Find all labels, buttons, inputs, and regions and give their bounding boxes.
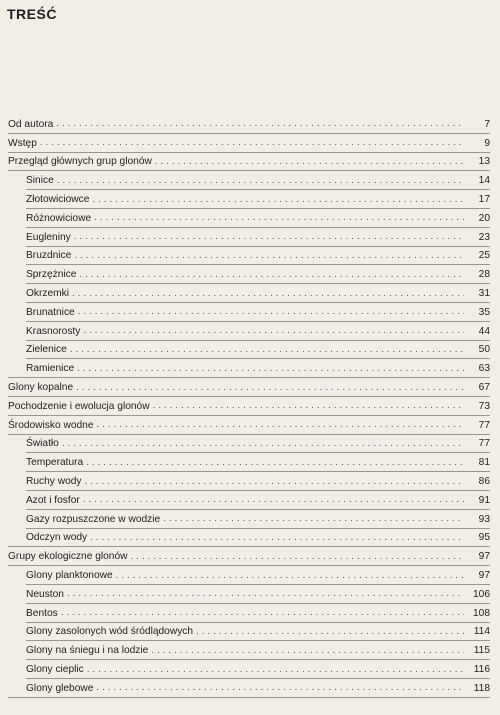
toc-entry-page: 23 [478, 231, 490, 243]
toc-entry-label: Glony kopalne [8, 382, 74, 394]
toc-entry-label: Wstęp [8, 137, 37, 149]
dot-leader [67, 588, 464, 600]
toc-entry [0, 660, 500, 679]
toc-entry-label: Ruchy wody [26, 476, 82, 488]
toc-entry-label: Brunatnice [26, 306, 75, 318]
toc-entry [0, 416, 500, 435]
toc-entry-page: 73 [478, 400, 490, 412]
dot-leader [83, 494, 464, 506]
toc-entry [0, 171, 500, 190]
toc-entry-page: 63 [478, 363, 490, 375]
dot-leader [90, 532, 464, 544]
toc-entry-label: Neuston [26, 588, 64, 600]
dot-leader [56, 118, 464, 130]
toc-entry-page: 114 [473, 626, 490, 638]
dot-leader [86, 457, 464, 469]
toc-entry-label: Sprzężnice [26, 269, 77, 281]
toc-entry-label: Grupy ekologiczne glonów [8, 551, 128, 563]
toc-entry-label: Glony planktonowe [26, 570, 113, 582]
dot-leader [131, 551, 465, 563]
toc-entry-page: 13 [478, 156, 490, 168]
toc-entry-page: 14 [478, 175, 490, 187]
toc-entry [0, 153, 500, 172]
toc-entry-label: Temperatura [26, 457, 84, 469]
dot-leader [153, 400, 464, 412]
toc-entry [0, 604, 500, 623]
toc-entry [0, 566, 500, 585]
toc-entry [0, 134, 500, 153]
toc-entry-page: 25 [478, 250, 490, 262]
toc-entry-label: Glony cieplic [26, 664, 84, 675]
toc-entry-page: 20 [478, 212, 490, 224]
dot-leader [40, 137, 464, 149]
toc-entry-label: Eugleniny [26, 231, 71, 243]
toc-entry-label: Od autora [8, 118, 54, 130]
row-divider [8, 697, 490, 698]
dot-leader [76, 382, 464, 394]
toc-entry-page: 106 [473, 588, 490, 600]
toc-entry-page: 108 [473, 607, 490, 619]
dot-leader [155, 156, 464, 168]
toc-entry [0, 322, 500, 341]
toc-entry-label: Przegląd głównych grup glonów [8, 156, 152, 168]
toc-entry-page: 118 [473, 682, 490, 694]
toc-entry [0, 265, 500, 284]
toc-entry [0, 529, 500, 548]
toc-entry-label: Pochodzenie i ewolucja glonów [8, 400, 150, 412]
toc-entry [0, 435, 500, 454]
dot-leader [74, 231, 464, 243]
toc-entry [0, 623, 500, 642]
toc-entry [0, 641, 500, 660]
toc-entry-label: Bentos [26, 607, 58, 619]
toc-entry [0, 341, 500, 360]
toc-entry-label: Bruzdnice [26, 250, 72, 262]
dot-leader [97, 419, 464, 431]
toc-entry [0, 228, 500, 247]
toc-entry-label: Różnowiciowe [26, 212, 92, 224]
dot-leader [151, 645, 464, 657]
toc-entry-page: 67 [478, 382, 490, 394]
toc-entry [0, 115, 500, 134]
toc-entry-page: 77 [478, 419, 490, 431]
toc-entry-label: Glony zasolonych wód śródlądowych [26, 626, 194, 638]
toc-entry-page: 17 [478, 194, 490, 206]
dot-leader [70, 344, 464, 356]
toc-entry [0, 547, 500, 566]
toc-entry-page: 115 [473, 645, 490, 657]
dot-leader [87, 664, 464, 676]
toc-entry [0, 397, 500, 416]
toc-entry-page: 9 [484, 137, 490, 149]
dot-leader [57, 175, 464, 187]
dot-leader [77, 363, 464, 375]
toc-entry-label: Światło [26, 438, 59, 450]
toc-entry [0, 510, 500, 529]
toc-entry [0, 491, 500, 510]
dot-leader [61, 607, 464, 619]
toc-entry [0, 472, 500, 491]
toc-entry [0, 585, 500, 604]
dot-leader [74, 250, 464, 262]
toc-entry [0, 284, 500, 303]
toc-entry-page: 91 [478, 494, 490, 506]
toc-entry-page: 97 [478, 551, 490, 563]
toc-entry-page: 81 [478, 457, 490, 469]
toc-entry-label: Glony glebowe [26, 682, 94, 694]
toc-entry-page: 50 [478, 344, 490, 356]
toc-entry [0, 303, 500, 322]
toc-entry-label: Krasnorosty [26, 325, 81, 337]
dot-leader [163, 513, 464, 525]
toc-entry-label: Środowisko wodne [8, 419, 94, 431]
dot-leader [196, 626, 464, 638]
toc-entry-label: Azot i fosfor [26, 494, 80, 506]
dot-leader [62, 438, 464, 450]
toc-entry-label: Ramienice [26, 363, 75, 375]
toc-entry [0, 679, 500, 698]
toc-entry-page: 77 [478, 438, 490, 450]
toc-entry [0, 453, 500, 472]
dot-leader [78, 306, 464, 318]
toc-entry-page: 44 [478, 325, 490, 337]
toc-entry-page: 86 [478, 476, 490, 488]
toc-entry-page: 7 [484, 118, 490, 130]
table-of-contents [0, 115, 500, 698]
toc-entry-page: 35 [478, 306, 490, 318]
dot-leader [85, 476, 465, 488]
toc-entry-page: 95 [478, 532, 490, 544]
dot-leader [79, 269, 464, 281]
dot-leader [96, 682, 464, 694]
dot-leader [116, 570, 464, 582]
toc-entry-label: Sinice [26, 175, 54, 187]
toc-entry-page: 31 [478, 288, 490, 300]
toc-entry-label: Okrzemki [26, 288, 70, 300]
dot-leader [83, 325, 464, 337]
toc-entry-label: Gazy rozpuszczone w wodzie [26, 513, 161, 525]
toc-entry-page: 97 [478, 570, 490, 582]
toc-entry-label: Odczyn wody [26, 532, 88, 544]
toc-entry [0, 359, 500, 378]
dot-leader [92, 194, 464, 206]
toc-entry [0, 378, 500, 397]
toc-entry-page: 93 [478, 513, 490, 525]
toc-entry [0, 209, 500, 228]
dot-leader [94, 212, 464, 224]
toc-entry-label: Zielenice [26, 344, 67, 356]
toc-entry [0, 247, 500, 266]
dot-leader [72, 288, 464, 300]
toc-entry-page: 28 [478, 269, 490, 281]
page-title: TREŚĆ [7, 6, 57, 22]
toc-entry-page: 116 [473, 664, 490, 675]
toc-entry-label: Glony na śniegu i na lodzie [26, 645, 149, 657]
toc-entry [0, 190, 500, 209]
toc-entry-label: Złotowiciowce [26, 194, 90, 206]
